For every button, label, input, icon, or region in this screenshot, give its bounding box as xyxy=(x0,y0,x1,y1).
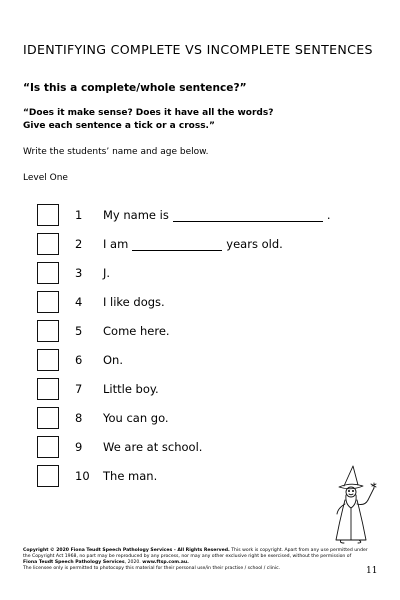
item-number: 9 xyxy=(75,440,83,454)
list-item xyxy=(37,349,377,373)
item-sentence: On. xyxy=(103,353,123,367)
item-number: 5 xyxy=(75,324,83,338)
item-sentence: Come here. xyxy=(103,324,170,338)
item-sentence: I am years old. xyxy=(103,237,283,251)
name-blank[interactable] xyxy=(173,210,323,222)
list-item xyxy=(37,378,377,402)
tick-box[interactable] xyxy=(37,349,59,371)
item-sentence: The man. xyxy=(103,469,158,483)
tick-box[interactable] xyxy=(37,291,59,313)
list-item xyxy=(37,233,377,257)
item-number: 8 xyxy=(75,411,83,425)
worksheet-title: IDENTIFYING COMPLETE VS INCOMPLETE SENTENCES xyxy=(23,42,373,57)
wizard-illustration xyxy=(325,464,377,544)
item-number: 4 xyxy=(75,295,83,309)
tick-box[interactable] xyxy=(37,204,59,226)
item-number: 1 xyxy=(75,208,83,222)
question-heading: “Is this a complete/whole sentence?” xyxy=(23,82,247,94)
sentence-list xyxy=(37,204,377,494)
item-sentence: My name is . xyxy=(103,208,331,222)
item-number: 6 xyxy=(75,353,83,367)
item-number: 3 xyxy=(75,266,83,280)
page-number: 11 xyxy=(366,566,378,576)
tick-box[interactable] xyxy=(37,262,59,284)
item-number: 7 xyxy=(75,382,83,396)
item-number: 10 xyxy=(75,469,90,483)
list-item xyxy=(37,436,377,460)
item-number: 2 xyxy=(75,237,83,251)
item-sentence: You can go. xyxy=(103,411,169,425)
instruction-line-2: Give each sentence a tick or a cross.” xyxy=(23,121,215,131)
instruction-line-1: “Does it make sense? Does it have all the words? xyxy=(23,108,274,118)
list-item xyxy=(37,291,377,315)
list-item xyxy=(37,407,377,431)
tick-box[interactable] xyxy=(37,407,59,429)
item-sentence: Little boy. xyxy=(103,382,159,396)
tick-box[interactable] xyxy=(37,465,59,487)
list-item xyxy=(37,320,377,344)
tick-box[interactable] xyxy=(37,436,59,458)
copyright-footer: Copyright © 2020 Fiona Teudt Speech Pathology Services - All Rights Reserved. This work is copyright. Apart from any use permitted under the Copyright Act 1968, no part may be reproduced by any process, nor may any other exclusive right be exercised, without the permission of Fiona Teudt Speech Pathology Services, 2020. www.ftsp.com.au. The licensee only is permitted to photocopy this material for their personal use/in their practise / school / clinic. xyxy=(23,548,368,572)
tick-box[interactable] xyxy=(37,233,59,255)
item-sentence: I like dogs. xyxy=(103,295,165,309)
item-sentence: J. xyxy=(103,266,111,280)
level-label: Level One xyxy=(23,173,68,183)
list-item xyxy=(37,204,377,228)
age-blank[interactable] xyxy=(132,239,222,251)
list-item xyxy=(37,262,377,286)
tick-box[interactable] xyxy=(37,378,59,400)
tick-box[interactable] xyxy=(37,320,59,342)
name-age-note: Write the students’ name and age below. xyxy=(23,147,209,157)
item-sentence: We are at school. xyxy=(103,440,203,454)
